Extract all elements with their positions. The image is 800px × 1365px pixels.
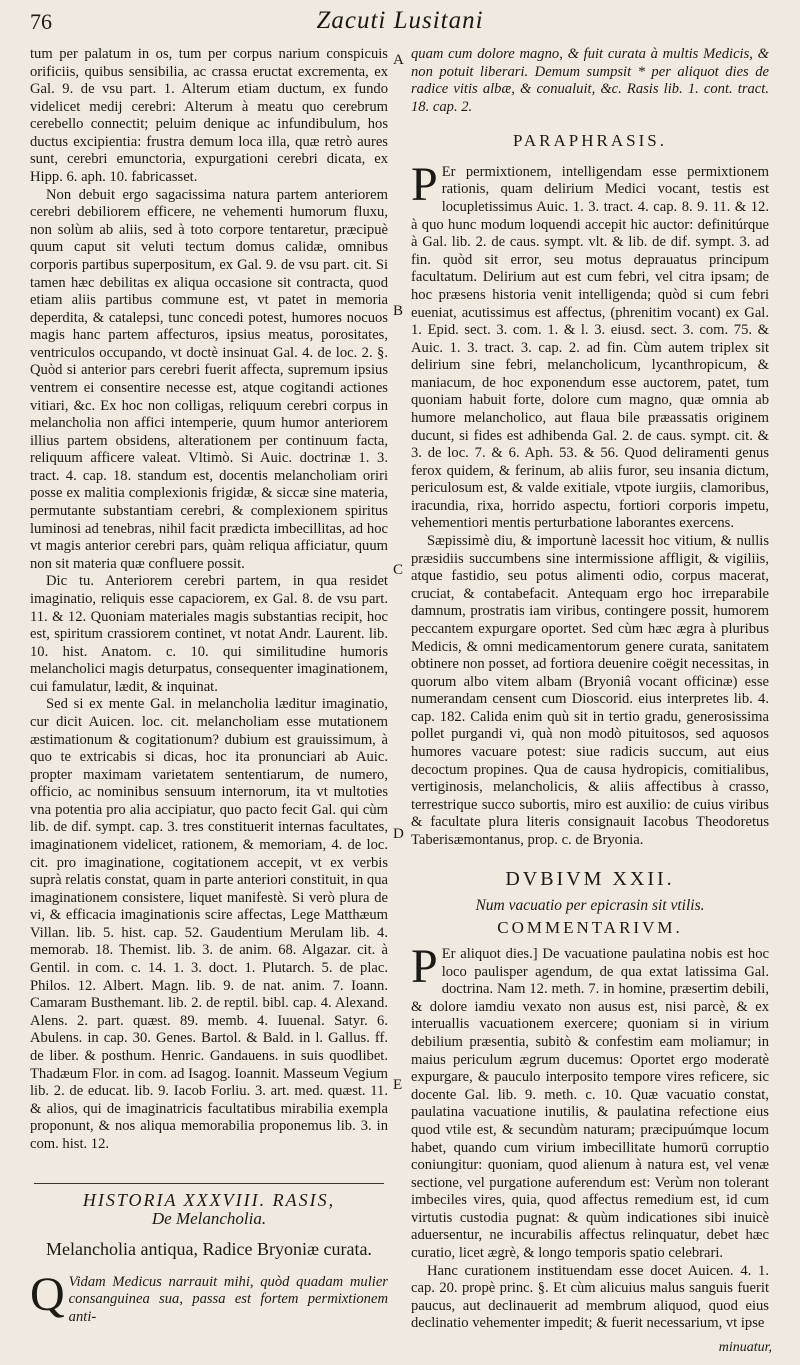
history-continuation: quam cum dolore magno, & fuit curata à multis Medicis, & non potuit liberari. Demum sumpsit * per aliquot dies de radice vitis albæ, & conualuit, &c. Rasis lib. 1. cont. tract. 18. cap. 2.	[411, 46, 769, 115]
paraphrasis-text: Er permixtionem, intelligendam esse permixtionem rationis, quam delirium Medici vocant, testis est locupletissimus Auic. 1. 3. tract. 4. cap. 8. 9. 11. & 12. à quo hunc modum loquendi accepit hic auctor: definitúrque à Gal. lib. 2. de caus. sympt. vlt. & lib. de dif. sympt. 3. ad fin. quòd sit error, seu motus deprauatus principum facultatum. Delirium aut est cum febri, vel citra ipsam; de hoc præsens historia venit intelligenda; quòd si cum febri eueniat, acutissimus est affectus, (phrenitim vocant) ex Gal. 1. Epid. sect. 3. com. 1. & l. 3. eiusd. sect. 3. com. 75. & Auic. 1. 3. tract. 3. cap. 2. ad fin. Cùm autem triplex sit delirium sine febri, melancholicum, lycanthropicum, & maniacum, de hoc exponendum esse auctorem, patet, tum quoniam habuit forte, dolore cum magno, quæ omnia ab humore melancholico, aut flaua bile præassatis originem ducunt, si fides est adhibenda Gal. 2. de caus. sympt. cit. & 3. de loc. 7. & 6. Aph. 53. & 56. Quod deliramenti genus ferox quidem, & ferinum, ab aliis furor, seu insania dictum, periculosum est, & valde exitiale, vtpote iurgiis, clamoribus, iracundia, rixa, horrido aspectu, fortiori corporis impetu, vehementiori mentis perturbatione laborantes exercens.	[411, 163, 769, 532]
history-subtitle: De Melancholia.	[151, 1209, 267, 1228]
history-paragraph	[30, 1267, 388, 1327]
history-text: Vidam Medicus narrauit mihi, quòd quadam mulier consanguinea sua, passa est fortem permixtionem anti-	[68, 1273, 388, 1325]
history-title: HISTORIA XXXVIII. RASIS,	[82, 1190, 336, 1211]
left-column	[30, 46, 388, 1326]
running-title: Zacuti Lusitani	[316, 7, 484, 34]
section-divider	[34, 1183, 384, 1184]
right-column	[411, 46, 769, 1333]
page-number: 76	[30, 9, 52, 34]
paraphrasis-paragraph	[411, 157, 769, 533]
commentarium-text: Er aliquot dies.] De vacuatione paulatina nobis est hoc loco paulisper agendum, de qua extat latissima Gal. doctrina. Nam 12. meth. 7. in homine, præsertim debili, & dolore iamdiu vexato non ausus est, nisi parcè, & ex interuallis vacuationem exercere; quoniam si in virium debilium præsentia, subitò & confestim eam moliamur; in maius periculum ægrum ducemus: Oportet ergo moderatè expurgare, & pauculo interposito tempore vires reficere, sic docente Gal. lib. 9. meth. c. 10. Quæ vacuatio constat, paulatina vacuatione inutilis, & paulatina refectione eius quod vtile est, & secundùm naturam; præcipuúmque locum habet, quando cum virium imbecillitate humorū corruptio coniungitur: quoniam, quod alienum à natura est, vel venæ sectione, vel purgatione auferendum est: Verùm non tolerant imbeciles vires, quia, quod affectus remedium est, id cum virtutis custodia pugnat: & quùm indicationes sibi inuicè aduersentur, ne incurabilis affectus relinquatur, debet hæc curatio, licet ægrè, & longo temporis spatio celebrari.	[411, 946, 769, 1261]
dubium-heading: DVBIVM XXII.	[505, 868, 675, 891]
history-heading: Melancholia antiqua, Radice Bryoniæ curata.	[46, 1238, 372, 1259]
paragraph: Hanc curationem instituendam esse docet Auicen. 4. 1. cap. 20. propè princ. §. Et cùm alicuius malus sanguis fuerit paucus, aut declinauerit ad membrum aliquod, quod eius declinatio vehementer impedit; & fuerit necessarium, vt ipse	[411, 1262, 769, 1332]
dubium-question: Num vacuatio per epicrasin sit vtilis.	[475, 897, 705, 915]
paragraph: Sed si ex mente Gal. in melancholia læditur imaginatio, cur dicit Auicen. loc. cit. melancholiam esse mutationem æstimationum & cogitationum? dubium est grauissimum, à quo te extricabis si dicas, hoc ita pronunciari ab Auic. propter maximam varietatem sententiarum, de numero, officio, ac nominibus sensuum internorum, ita vt multoties vna potentia pro alia accipiatur, quo pacto fecit Gal. qui cùm lib. de dif. sympt. cap. 3. tres constituerit internas facultates, imaginationem videlicet, rationem, & memoriam, 4. de loc. cit. pro imaginatione, cogitationem accepit, vt ex verbis suprà relatis constat, quam in parte anteriori constituit, in qua imaginationem consistere, liquet manifestè. Si verò plura de vi, & efficacia imaginationis scire affectas, Lege Matthæum Villan. lib. 5. hist. cap. 52. Gaudentium Merulam lib. 4. memorab. 18. Themist. lib. 3. de anim. 68. Algazar. cit. à Gentil. in com. c. 14. 1. 3. doct. 1. Plutarch. 5. de plac. Philos. 12. Albert. Magn. lib. 9. de nat. anim. 7. Ioann. Camaram Busthemant. lib. 2. de reptil. bibl. cap. 4. Alexand. Alens. 2. part. quæst. 89. memb. 4. Iuuenal. Satyr. 6. Abulens. in cap. 30. Genes. Bartol. & Bald. in l. Gallus. ff. de liber. & posthum. Henric. Gandauens. in suis quodlibet. Thadæum Flor. in com. ad Isagog. Ioannit. Masseum Vegium lib. 2. de educat. lib. 9. Iacob Forliu. 3. art. med. quæst. 11. & alios, qui de imaginatricis facultatibus mirabilia exempla proponunt, & nos aliqua memorabilia proponemus lib. 3. in com. hist. 12.	[30, 696, 388, 1152]
paragraph: Dic tu. Anteriorem cerebri partem, in qua residet imaginatio, reliquis esse capaciorem, ex Gal. 8. de vsu part. 11. & 12. Quoniam materiales magis substantias recipit, hoc est, spiritum crassiorem continet, vt notat Andr. Laurent. lib. 10. hist. Anatom. c. 10. qui similitudine humoris melancholici magis deturpatus, consequenter imaginationem, cui famulatur, lædit, & inquinat.	[30, 573, 388, 695]
margin-letter: E	[393, 1077, 403, 1093]
paragraph: Non debuit ergo sagacissima natura partem anteriorem cerebri debiliorem efficere, ne vehementi humorum fluxu, non solùm ab aliis, sed à toto corpore tentaretur, præcipuè quum caput sit veluti tectum domus calidæ, omnibus corporis partibus superpositum, ex Gal. 9. de vsu part. cit. Si tamen hæc debilitas ex aliqua occasione sit contracta, quod etiam aliis partibus commune est, vt patet in memoria deperdita, & catalepsi, tunc concedi potest, humores nocuos magis hanc partem affecturos, ipsius meatus, porositates, ventriculos occupando, vt doctè insinuat Gal. 4. de loc. 2. §. Quòd si anterior pars cerebri fuerit affecta, supremum ipsius ventrem ei consentire necesse est, atque cogitandi actiones vitiari, &c. Ex hoc non colligas, reliquum cerebri corpus in melancholia non affici intemperie, quum humor anteriorem illius partem obsidens, alterationem per continuum facta, reliquum afficere valeat. Vltimò. Si Auic. doctrinæ 1. 3. tract. 4. cap. 18. standum est, docentis melancholiam oriri posse ex malitia complexionis frigidæ, & siccæ sine materia, permutante substantiam cerebri, & complexionem spiritus luminosi ad tenebras, nihil facit prædicta imbecillitas, ad hoc vt magis anterior cerebri pars, quàm reliqua afficiatur, quum non sit materia quæ confluere possit.	[30, 186, 388, 572]
drop-cap: P	[411, 157, 438, 211]
margin-letter: C	[393, 562, 404, 578]
paraphrasis-heading: PARAPHRASIS.	[513, 131, 667, 151]
margin-letter: B	[393, 303, 404, 319]
commentarium-heading: COMMENTARIVM.	[497, 917, 683, 937]
running-header	[0, 3, 800, 43]
margin-letter: D	[393, 826, 404, 842]
paragraph: tum per palatum in os, tum per corpus narium conspicuis orificiis, quibus sensibilia, ac crassa eructat excrementa, ex Gal. 9. de vsu part. 1. Alterum etiam ductum, ex fundo videlicet medij cerebri: Alterum à meatu quo cerebrum cerebello connectit; peluim denique ac infundibulum, hos ductus excipientia: frustra demum loca illa, quæ retrò aures sunt, cerebri emunctoria, expurgationi cerebri dicata, ex Hipp. 6. aph. 10. fabricasset.	[30, 46, 388, 186]
commentarium-paragraph	[411, 940, 769, 1262]
paragraph: Sæpissimè diu, & importunè lacessit hoc vitium, & nullis præsidiis succumbens sine intermissione affligit, & vigiliis, atque fastidio, seu potus alimenti odio, corpus macerat, cruciat, & contabefacit. Antequam ergo hoc irreparabile damnum, prostratis iam viribus, contingere possit, humorem peccantem expurgare oportet. Sed cùm hæc ægra à pluribus Medicis, & omni medicamentorum genere curata, sanitatem obtinere non posset, ad fortiora deuenire coëgit necessitas, in quorum albo vitem albam (Bryoniâ vocant officinæ) esse numerandam censent cum Dioscorid. eius interpretes lib. 4. cap. 182. Calida enim quù sit in tertio gradu, generosissima pollet purgandi vi, quà non modò pituitosos, sed aquosos humores vacuare potest: siue radicis succum, aut eius decoctum propines. Qua de causa hydropicis, comitialibus, vertiginosis, melancholicis, & aliis affectibus à crasso, terrestrique succo subortis, miro est auxilio: de cuius viribus & facultate plura literis consignauit Iacobus Theodoretus Taberisæmontanus, prop. c. de Bryonia.	[411, 533, 769, 848]
drop-cap: P	[411, 940, 438, 994]
drop-cap: Q	[30, 1267, 65, 1321]
catchword: minuatur,	[718, 1340, 772, 1355]
margin-letter: A	[393, 52, 404, 68]
